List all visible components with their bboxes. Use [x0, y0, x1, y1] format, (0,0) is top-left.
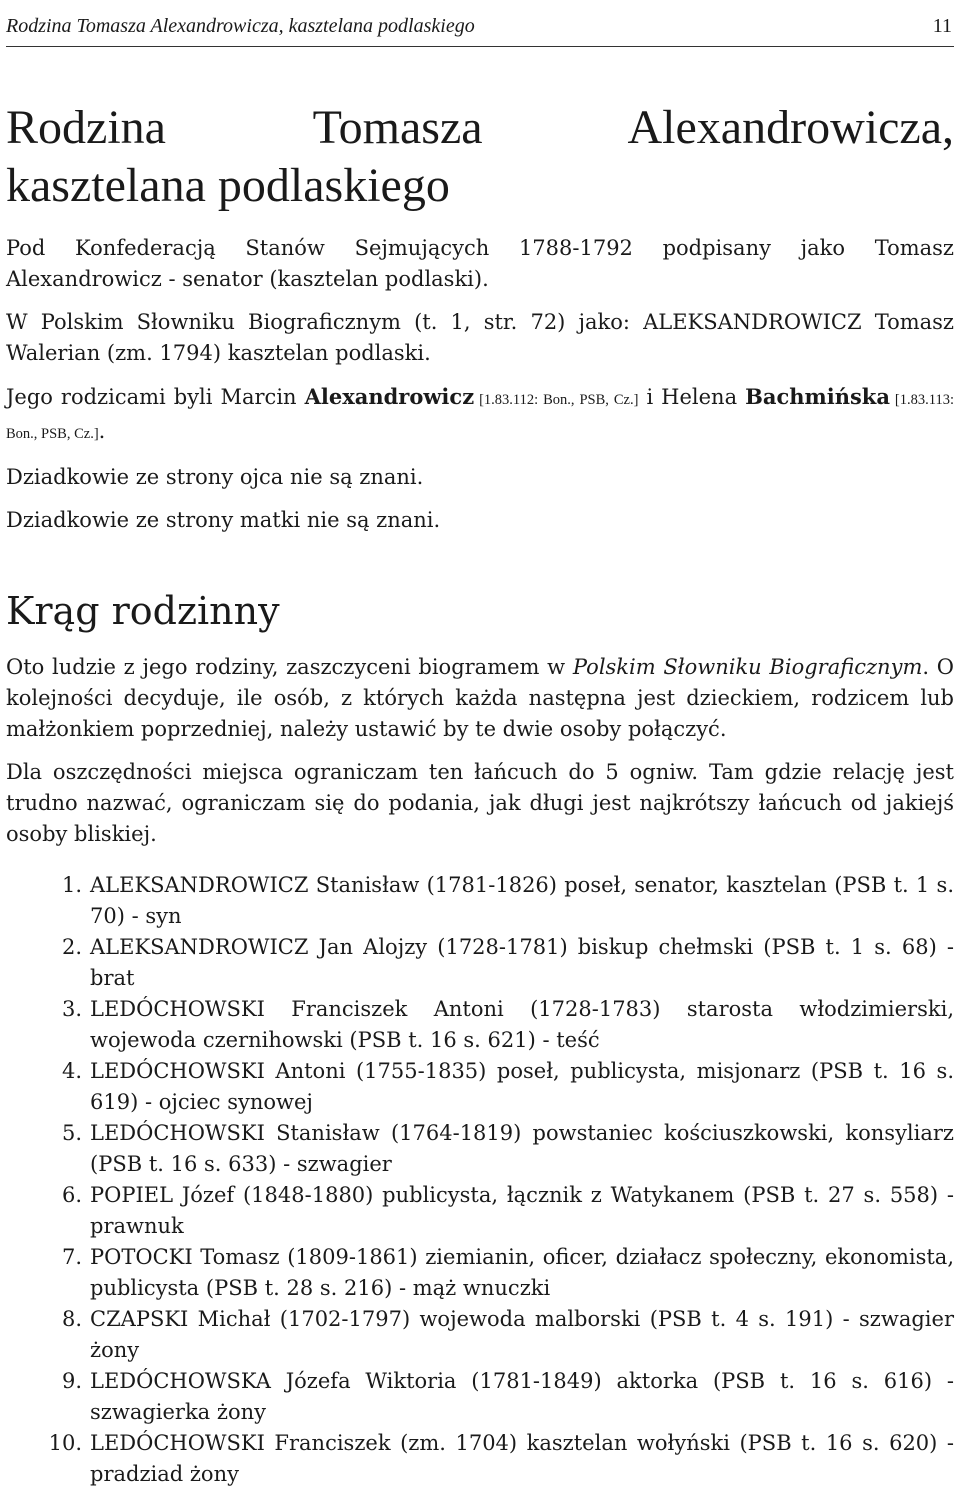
list-text: LEDÓCHOWSKI Franciszek Antoni (1728-1783) starosta włodzimierski, wojewoda czernihowski (PSB t. 16 s. 621) - teść [90, 997, 954, 1052]
title-line-2: kasztelana podlaskiego [6, 159, 450, 212]
mother-reference: [1.83.113: Bon., PSB, Cz.] [6, 392, 954, 442]
list-number: 6. [61, 1183, 82, 1207]
list-number: 7. [61, 1245, 82, 1269]
list-item [6, 1242, 954, 1304]
intro-paragraph-1: Pod Konfederacją Stanów Sejmujących 1788-1792 podpisany jako Tomasz Alexandrowicz - senator (kasztelan podlaski). [6, 236, 954, 291]
running-title: Rodzina Tomasza Alexandrowicza, kasztelana podlaskiego [6, 15, 475, 37]
list-text: ALEKSANDROWICZ Jan Alojzy (1728-1781) biskup chełmski (PSB t. 1 s. 68) - brat [90, 935, 954, 990]
list-text: LEDÓCHOWSKI Antoni (1755-1835) poseł, publicysta, misjonarz (PSB t. 16 s. 619) - ojciec synowej [90, 1059, 954, 1114]
list-number: 3. [61, 997, 82, 1021]
list-text: LEDÓCHOWSKI Franciszek (zm. 1704) kasztelan wołyński (PSB t. 16 s. 620) - pradziad żony [90, 1431, 954, 1486]
list-text: LEDÓCHOWSKA Józefa Wiktoria (1781-1849) aktorka (PSB t. 16 s. 616) - szwagierka żony [90, 1369, 954, 1424]
list-number: 1. [61, 873, 82, 897]
list-number: 4. [61, 1059, 82, 1083]
list-item [6, 1180, 954, 1242]
list-item [6, 1366, 954, 1428]
page-title [6, 99, 954, 215]
title-line-1: Rodzina Tomasza Alexandrowicza, [6, 101, 954, 154]
list-item [6, 870, 954, 932]
list-number: 10. [48, 1431, 82, 1455]
parents-text-b: i Helena [638, 385, 746, 409]
section-heading: Krąg rodzinny [6, 589, 280, 633]
list-number: 8. [61, 1307, 82, 1331]
list-item [6, 1056, 954, 1118]
page-number: 11 [932, 15, 952, 37]
parents-text-a: Jego rodzicami byli Marcin [6, 385, 305, 409]
father-surname: Alexandrowicz [304, 384, 475, 409]
father-reference: [1.83.112: Bon., PSB, Cz.] [474, 392, 639, 408]
section-paragraph-2: Dla oszczędności miejsca ograniczam ten łańcuch do 5 ogniw. Tam gdzie relację jest trudno nazwać, ograniczam się do podania, jak długi jest najkrótszy łańcuch od jakiejś osoby bliskiej. [6, 760, 954, 846]
section-p1-text-a: Oto ludzie z jego rodziny, zaszczyceni biogramem w [6, 655, 573, 679]
section-p1-text-b: . O kolejności decyduje, ile osób, z których każda następna jest dzieckiem, rodzicem lub małżonkiem poprzedniej, należy ustawić by te dwie osoby połączyć. [6, 655, 954, 741]
family-list [6, 870, 954, 1490]
list-number: 2. [61, 935, 82, 959]
document-page [6, 0, 954, 1490]
parents-end: . [98, 419, 106, 443]
list-item [6, 1428, 954, 1490]
list-text: LEDÓCHOWSKI Stanisław (1764-1819) powstaniec kościuszkowski, konsyliarz (PSB t. 16 s. 633) - szwagier [90, 1121, 954, 1176]
list-text: CZAPSKI Michał (1702-1797) wojewoda malborski (PSB t. 4 s. 191) - szwagier żony [90, 1307, 954, 1362]
list-item [6, 1118, 954, 1180]
section-paragraph-1 [6, 652, 954, 745]
parents-paragraph [6, 381, 954, 450]
list-item [6, 994, 954, 1056]
section-p1-italic: Polskim Słowniku Biograficznym [572, 655, 923, 679]
mother-surname: Bachmińska [745, 384, 890, 409]
list-number: 9. [61, 1369, 82, 1393]
list-item [6, 1304, 954, 1366]
list-item [6, 932, 954, 994]
list-number: 5. [61, 1121, 82, 1145]
running-header [6, 0, 954, 47]
list-text: POPIEL Józef (1848-1880) publicysta, łącznik z Watykanem (PSB t. 27 s. 558) - prawnuk [90, 1183, 954, 1238]
maternal-grandparents: Dziadkowie ze strony matki nie są znani. [6, 508, 441, 532]
list-text: ALEKSANDROWICZ Stanisław (1781-1826) poseł, senator, kasztelan (PSB t. 1 s. 70) - syn [90, 873, 954, 928]
paternal-grandparents: Dziadkowie ze strony ojca nie są znani. [6, 465, 424, 489]
list-text: POTOCKI Tomasz (1809-1861) ziemianin, oficer, działacz społeczny, ekonomista, publicysta (PSB t. 28 s. 216) - mąż wnuczki [90, 1245, 954, 1300]
intro-paragraph-2: W Polskim Słowniku Biograficznym (t. 1, str. 72) jako: ALEKSANDROWICZ Tomasz Walerian (zm. 1794) kasztelan podlaski. [6, 310, 954, 365]
